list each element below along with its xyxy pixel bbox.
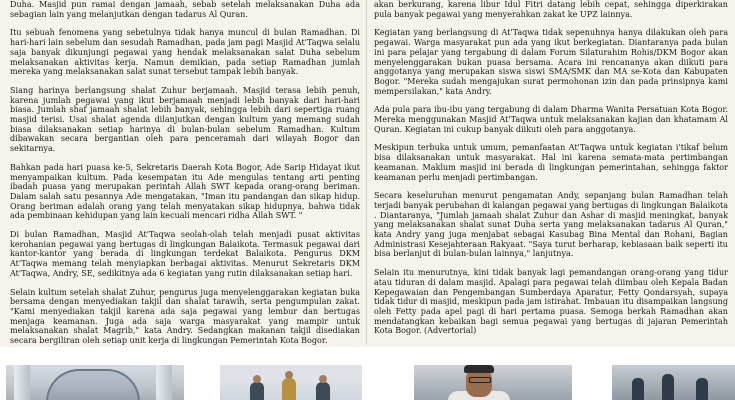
article-column-right xyxy=(374,0,728,345)
paragraph: Secara keseluruhan menurut pengamatan Andy, sepanjang bulan Ramadhan telah terjadi banyak perubahan di kalangan pegawai yang bertugas di lingkungan Balaikota . Diantaranya, "Jumlah jamaah shalat Zuhur dan Ashar di masjid meningkat, banyak yang melaksanakan shalat sunat Duha serta yang melaksanakan tadarus Al Quran," kata Andry yang juga menjabat sebagai Kasubag Bina Mental dan Rohani, Bagian Administrasi Kesejahteraan Rakyaat. "Saya turut berharap, kebiasaan baik seperti itu bisa berlanjut di bulan-bulan lainnya," lanjutnya. xyxy=(374,191,728,259)
speaker-portrait-photo xyxy=(414,365,572,400)
paragraph: akan berkurang, karena libur Idul Fitri datang lebih cepat, sehingga diperkirakan pula banyak pegawai yang menyerahkan zakat ke UPZ lainnya. xyxy=(374,0,728,19)
paragraph: Selain itu menurutnya, kini tidak banyak lagi pemandangan orang-orang yang tidur atau tiduran di dalam masjid. Apalagi para pegawai telah diimbau oleh Kepala Badan Kepegawaian dan Pengembangan Sumberdaya Aparatur, Fetty Qondarsyah, supaya tidak tidur di masjid, meskipun pada jam istirahat. Imbauan itu disampaikan langsung oleh Fetty pada apel pagi di hari pertama puasa. Semoga berkah Ramadhan akan mendatangkan kebaikan bagi semua pegawai yang bertugas di jajaran Pemerintah Kota Bogor. (Advertorial) xyxy=(374,268,728,336)
paragraph: Selain kultum setelah shalat Zuhur, pengurus juga menyelenggarakan kegiatan buka bersama dengan menyediakan takjil dan shalat tarawih, serta pengumpulan zakat. "Kami menyediakan takjil karena ada saja pegawai yang lembur dan bertugas menjaga keamanan. Juga ada saja warga masyarakat yang mampir untuk melaksanakan shalat Magrib," kata Andry. Sedangkan makanan takjil disediakan secara bergiliran oleh setiap unit kerja di lingkungan Pemerintah Kota Bogor. xyxy=(10,287,360,346)
paragraph: Di bulan Ramadhan, Masjid At'Taqwa seolah-olah telah menjadi pusat aktivitas kerohanian pegawai yang bertugas di lingkungan Balaikota. Termasuk pegawai dari kantor-kantor yang berada di lingkungan terdekat Balaikota. Pengurus DKM At'Taqwa memang telah menyiapkan berbagai aktivitas. Menurut Sekretaris DKM At'Taqwa, Andry, SE, sedikitnya ada 6 kegiatan yang rutin dilaksanakan setiap hari. xyxy=(10,230,360,278)
congregation-photo xyxy=(220,365,362,400)
paragraph: Bahkan pada hari puasa ke-5, Sekretaris Daerah Kota Bogor, Ade Sarip Hidayat ikut menyampaikan kultum. Pada kesempatan itu Ade mengulas tentang arti penting ibadah puasa yang merupakan perintah Allah SWT kepada orang-orang beriman. Dalam salah satu pesannya Ade mengatakan, "Iman itu pandangan dan sikap hidup. Orang beriman adalah orang yang telah menyatakan sikap hidupnya, bahwa tidak ada pembinaan kehidupan yang lain kecuali mencari ridha Allah SWT. " xyxy=(10,162,360,221)
paragraph: Siang harinya berlangsung shalat Zuhur berjamaah. Masjid terasa lebih penuh, karena jumlah pegawai yang ikut berjamaah menjadi lebih banyak dari hari-hari biasa. Jumlah shaf jamaah shalat lebih banyak, sehingga lebih dari sepertiga ruang masjid terisi. Usai shalat agenda dilanjutkan dengan kultum yang memang sudah biasa dilaksanakan setiap harinya di bulan-bulan sebelum Ramadhan. Kultum dibawakan secara bergantian oleh para penceramah dari wilayah Bogor dan sekitarnya. xyxy=(10,85,360,154)
photo-strip xyxy=(0,347,735,400)
activity-photo xyxy=(612,365,735,400)
column-divider xyxy=(366,0,367,345)
paragraph: Kegiatan yang berlangsung di At'Taqwa tidak sepenuhnya hanya dilakukan oleh para pegawai. Warga masyarakat pun ada yang ikut berkegiatan. Diantaranya pada bulan ini para pelajar yang tergabung di dalam Forum Silaturahim Rohis/DKM Bogor akan menyelenggarakan bukan puasa bersama. Acara ini rencananya akan diikuti para anggotanya yang merupakan siswa siswi SMA/SMK dan MA se-Kota dan Kabupaten Bogor. "Mereka sudah mengajukan surat permohonan izin dan pada prinsipnya kami mempersilakan," kata Andry. xyxy=(374,28,728,96)
article-column-left xyxy=(10,0,360,355)
paragraph: Duha. Masjid pun ramai dengan jamaah, sebab setelah melaksanakan Duha ada sebagian lain yang melanjutkan dengan tadarus Al Quran. xyxy=(10,0,360,19)
paragraph: Itu sebuah fenomena yang sebetulnya tidak hanya muncul di bulan Ramadhan. Di hari-hari lain sebelum dan sesudah Ramadhan, pada jam pagi Masjid At'Taqwa selalu saja banyak dikunjungi pegawai yang hendak melaksanakan salat Duha sebelum melaksanakan aktivitas kerja. Namun demikian, pada setiap Ramadhan jumlah mereka yang melaksanakan salat sunat tersebut tampak lebih banyak. xyxy=(10,28,360,77)
paragraph: Ada pula para ibu-ibu yang tergabung di dalam Dharma Wanita Persatuan Kota Bogor. Mereka menggunakan Masjid At'Taqwa untuk melaksanakan kajian dan khatamam Al Quran. Kegiatan ini cukup banyak diikuti oleh para anggotanya. xyxy=(374,105,728,134)
paragraph: Meskipun terbuka untuk umum, pemanfaatan At'Taqwa untuk kegiatan i'tikaf belum bisa dilaksanakan untuk masyarakat. Hal ini karena semata-mata pertimbangan keamanan. Maklum masjid ini berada di lingkungan pemerintahan, sehingga faktor keamanan perlu menjadi pertimbangan. xyxy=(374,143,728,182)
mosque-interior-photo xyxy=(6,365,184,400)
